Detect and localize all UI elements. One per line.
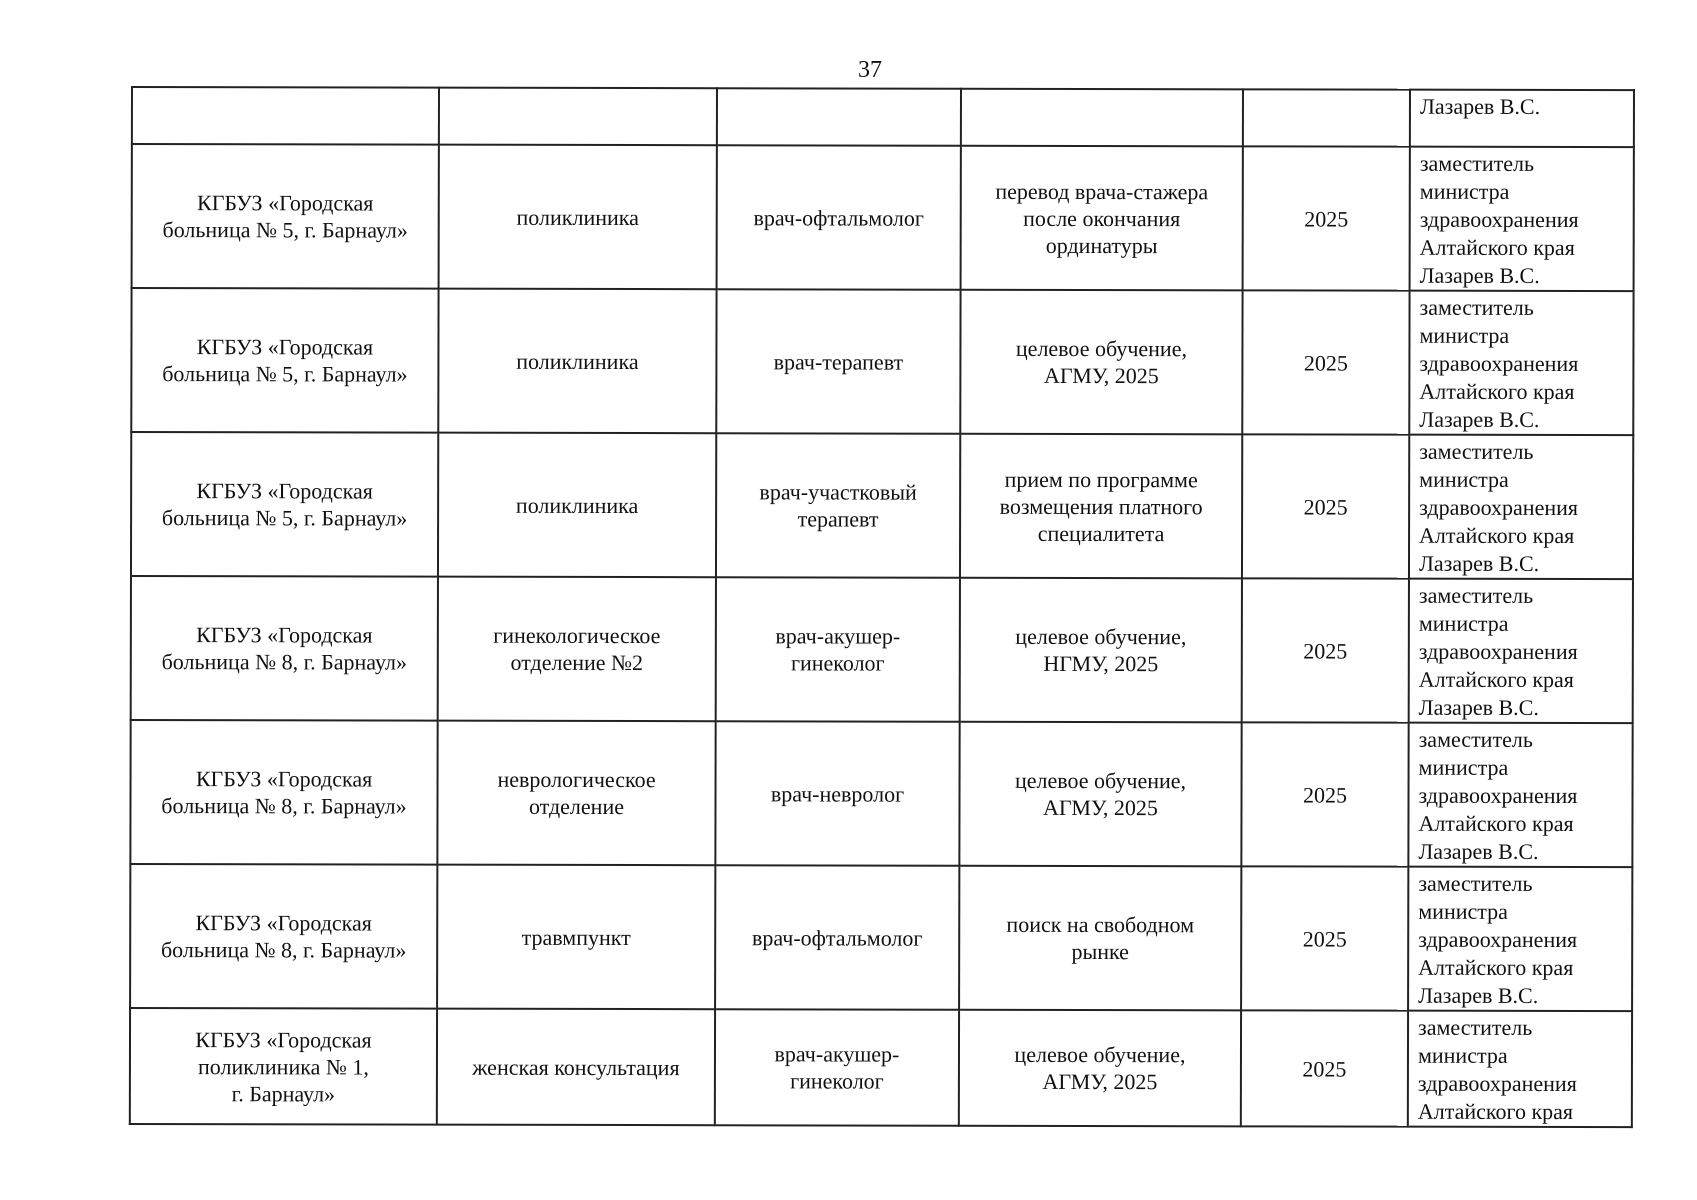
institution-line: г. Барнаул» — [231, 1080, 336, 1106]
source-line: целевое обучение, — [1014, 1041, 1186, 1068]
official-line: здравоохранения — [1419, 206, 1579, 233]
official-cell — [1409, 291, 1633, 435]
official-cell — [1409, 435, 1633, 579]
table-body — [130, 87, 1634, 1127]
table-row — [131, 288, 1633, 435]
year-cell — [1241, 1010, 1408, 1126]
department-line: женская консультация — [472, 1054, 680, 1080]
institution-line: больница № 8, г. Барнаул» — [161, 649, 408, 675]
table-row — [130, 1008, 1632, 1127]
official-line: Алтайского края — [1417, 1098, 1574, 1125]
official-line: министра — [1419, 178, 1510, 204]
table-row — [131, 576, 1633, 723]
position-cell — [715, 1009, 959, 1126]
position-line: врач-офтальмолог — [751, 924, 923, 951]
department-line: травмпункт — [521, 924, 631, 950]
source-cell — [960, 434, 1242, 579]
vacancy-table — [129, 86, 1635, 1128]
institution-line: КГБУЗ «Городская — [197, 190, 374, 216]
official-line: Алтайского края — [1418, 666, 1574, 693]
department-cell — [439, 88, 717, 146]
position-cell — [717, 145, 961, 290]
position-cell — [715, 721, 959, 866]
table-row — [130, 864, 1632, 1011]
year-line: 2025 — [1303, 637, 1348, 664]
institution-cell — [130, 720, 437, 865]
institution-line: поликлиника № 1, — [197, 1053, 369, 1080]
department-line: неврологическое — [497, 766, 656, 793]
official-line: Алтайского края — [1418, 954, 1574, 981]
source-line: НГМУ, 2025 — [1043, 650, 1159, 677]
table-row — [132, 87, 1634, 147]
department-line: отделение — [528, 793, 625, 820]
position-line: гинеколог — [790, 650, 885, 676]
source-line: целевое обучение, — [1015, 335, 1188, 362]
official-line: заместитель — [1419, 294, 1534, 320]
institution-line: КГБУЗ «Городская — [196, 622, 373, 648]
source-line: рынке — [1071, 938, 1129, 965]
department-cell — [437, 865, 715, 1010]
institution-cell — [130, 1008, 437, 1125]
source-line: прием по программе — [1004, 466, 1198, 492]
official-line: Алтайского края — [1419, 234, 1575, 261]
official-line: здравоохранения — [1419, 350, 1579, 377]
position-line: врач-офтальмолог — [753, 204, 924, 231]
source-line: после окончания — [1023, 205, 1181, 231]
official-line: Алтайского края — [1418, 810, 1574, 837]
institution-cell — [130, 864, 437, 1009]
page-number: 37 — [858, 57, 882, 83]
table-row — [130, 720, 1632, 867]
year-cell — [1241, 722, 1408, 866]
official-line: Лазарев В.С. — [1419, 262, 1540, 288]
department-cell — [437, 721, 715, 866]
official-line: заместитель — [1419, 438, 1534, 464]
source-line: АГМУ, 2025 — [1043, 362, 1159, 389]
source-cell — [959, 722, 1241, 867]
official-cell — [1408, 1011, 1632, 1127]
official-line: министра — [1419, 466, 1509, 492]
department-cell — [438, 433, 716, 578]
department-line: поликлиника — [516, 204, 639, 230]
official-line: здравоохранения — [1418, 926, 1578, 953]
official-line: заместитель — [1418, 1014, 1533, 1040]
institution-cell — [132, 87, 439, 145]
source-line: АГМУ, 2025 — [1042, 1068, 1158, 1095]
institution-line: КГБУЗ «Городская — [195, 910, 372, 936]
source-cell — [960, 290, 1242, 435]
source-cell — [960, 578, 1242, 723]
year-line: 2025 — [1303, 493, 1348, 520]
official-line: Алтайского края — [1419, 522, 1575, 549]
official-line: Лазарев В.С. — [1418, 982, 1539, 1008]
official-line: заместитель — [1419, 150, 1535, 176]
department-line: поликлиника — [516, 348, 639, 374]
institution-line: КГБУЗ «Городская — [196, 334, 374, 360]
position-cell — [716, 433, 960, 578]
institution-line: КГБУЗ «Городская — [195, 766, 373, 792]
institution-line: больница № 5, г. Барнаул» — [162, 361, 408, 387]
official-cell — [1410, 90, 1634, 147]
official-line: Лазарев В.С. — [1419, 93, 1541, 119]
institution-line: КГБУЗ «Городская — [196, 478, 373, 504]
official-line: здравоохранения — [1419, 494, 1579, 521]
year-cell — [1241, 866, 1408, 1010]
official-cell — [1410, 147, 1634, 291]
source-line: ординатуры — [1045, 232, 1158, 258]
position-cell — [716, 577, 960, 722]
position-line: врач-невролог — [770, 780, 905, 807]
source-cell — [961, 89, 1243, 147]
institution-cell — [131, 288, 438, 433]
official-line: здравоохранения — [1418, 782, 1578, 809]
official-line: заместитель — [1418, 582, 1534, 608]
source-line: специалитета — [1037, 520, 1165, 546]
source-line: целевое обучение, — [1015, 623, 1187, 650]
source-line: АГМУ, 2025 — [1043, 794, 1158, 821]
institution-line: больница № 8, г. Барнаул» — [161, 793, 407, 819]
official-cell — [1409, 579, 1633, 723]
institution-line: больница № 5, г. Барнаул» — [162, 217, 408, 243]
source-cell — [959, 866, 1241, 1011]
position-line: врач-участковый — [759, 479, 917, 505]
department-cell — [437, 1009, 715, 1126]
official-line: здравоохранения — [1417, 1070, 1577, 1097]
position-cell — [717, 88, 961, 146]
year-line: 2025 — [1302, 925, 1347, 952]
official-line: Лазарев В.С. — [1418, 838, 1539, 864]
year-cell — [1242, 578, 1409, 722]
position-line: врач-акушер- — [775, 623, 901, 649]
year-line: 2025 — [1304, 205, 1349, 232]
position-line: врач-акушер- — [774, 1041, 900, 1067]
year-cell — [1242, 434, 1409, 578]
department-cell — [438, 577, 716, 722]
source-line: целевое обучение, — [1014, 767, 1187, 794]
position-line: терапевт — [797, 506, 879, 532]
position-cell — [715, 865, 959, 1010]
official-line: Лазарев В.С. — [1418, 550, 1540, 576]
institution-line: больница № 8, г. Барнаул» — [160, 937, 407, 963]
department-cell — [439, 145, 717, 290]
year-cell — [1243, 89, 1410, 146]
department-cell — [438, 289, 716, 434]
institution-cell — [131, 432, 438, 577]
official-line: министра — [1418, 898, 1508, 924]
official-line: министра — [1418, 610, 1509, 636]
institution-line: больница № 5, г. Барнаул» — [161, 505, 408, 531]
position-line: гинеколог — [790, 1068, 884, 1094]
department-line: гинекологическое — [493, 622, 661, 649]
official-line: Лазарев В.С. — [1419, 406, 1540, 432]
table-row — [132, 144, 1634, 291]
official-cell — [1408, 723, 1632, 867]
table-row — [131, 432, 1633, 579]
source-line: поиск на свободном — [1006, 911, 1195, 938]
source-line: возмещения платного — [999, 493, 1203, 519]
official-cell — [1408, 867, 1632, 1011]
official-line: заместитель — [1418, 726, 1533, 752]
institution-cell — [131, 576, 438, 721]
official-line: Алтайского края — [1419, 378, 1575, 405]
source-line: перевод врача-стажера — [995, 178, 1209, 204]
official-line: министра — [1419, 322, 1510, 348]
official-line: здравоохранения — [1418, 638, 1578, 665]
institution-cell — [132, 144, 439, 289]
official-line: Лазарев В.С. — [1418, 694, 1539, 720]
position-cell — [716, 289, 960, 434]
source-cell — [961, 146, 1243, 291]
source-cell — [959, 1010, 1241, 1127]
institution-line: КГБУЗ «Городская — [195, 1026, 372, 1053]
official-line: министра — [1417, 1042, 1508, 1068]
year-cell — [1243, 146, 1410, 290]
official-line: министра — [1418, 754, 1509, 780]
year-line: 2025 — [1302, 1055, 1347, 1082]
year-cell — [1242, 290, 1409, 434]
department-line: поликлиника — [515, 492, 639, 518]
official-line: заместитель — [1418, 870, 1533, 896]
year-line: 2025 — [1303, 349, 1348, 376]
position-line: врач-терапевт — [773, 348, 904, 375]
department-line: отделение №2 — [510, 649, 644, 676]
year-line: 2025 — [1302, 781, 1348, 808]
